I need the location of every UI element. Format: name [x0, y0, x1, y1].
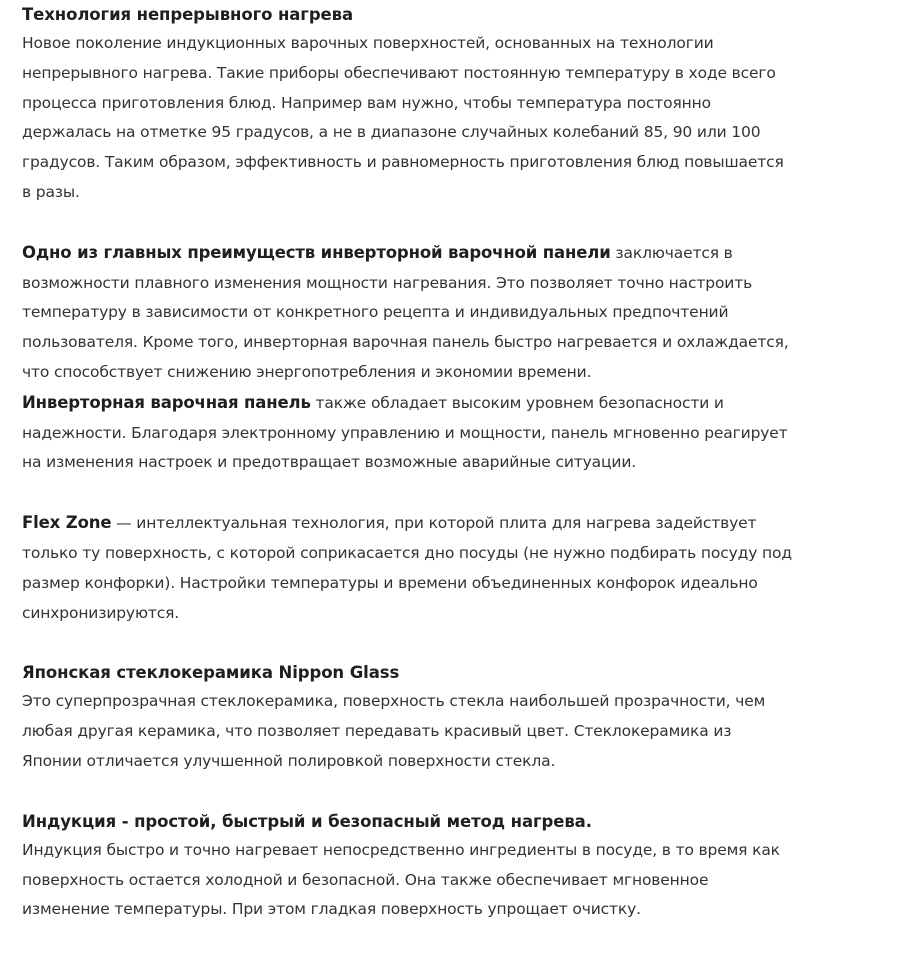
text-line: пользователя. Кроме того, инверторная варочная панель быстро нагревается и охлаждается, — [22, 333, 789, 352]
paragraph-nippon-glass — [22, 687, 913, 776]
text-line: на изменения настроек и предотвращает возможные аварийные ситуации. — [22, 453, 637, 472]
text-line: только ту поверхность, с которой соприкасается дно посуды (не нужно подбирать посуду под — [22, 543, 792, 562]
text-line: синхронизируются. — [22, 603, 180, 622]
bold-lead-inverter: Одно из главных преимуществ инверторной варочной панели — [22, 242, 611, 262]
text-line: температуру в зависимости от конкретного рецепта и индивидуальных предпочтений — [22, 303, 729, 322]
paragraph-inverter-advantages — [22, 238, 913, 478]
text-line: Японии отличается улучшенной полировкой поверхности стекла. — [22, 751, 556, 770]
lead-rest: также обладает высоким уровнем безопасности и — [310, 393, 724, 412]
section-continuous-heating — [22, 0, 913, 208]
text-line: размер конфорки). Настройки температуры и времени объединенных конфорок идеально — [22, 573, 758, 592]
text-line: в разы. — [22, 182, 80, 201]
text-line: поверхность остается холодной и безопасной. Она также обеспечивает мгновенное — [22, 870, 709, 889]
text-line: Индукция быстро и точно нагревает непосредственно ингредиенты в посуде, в то время как — [22, 840, 780, 859]
spacer — [22, 777, 913, 807]
paragraph-flex-zone — [22, 508, 913, 628]
text-line — [22, 238, 913, 269]
text-line — [22, 508, 913, 539]
text-line: надежности. Благодаря электронному управлению и мощности, панель мгновенно реагирует — [22, 423, 788, 442]
paragraph-induction — [22, 836, 913, 925]
text-line — [22, 388, 913, 419]
section-flex-zone — [22, 508, 913, 628]
text-line: любая другая керамика, что позволяет передавать красивый цвет. Стеклокерамика из — [22, 722, 732, 741]
section-inverter-panel — [22, 238, 913, 478]
section-nippon-glass — [22, 658, 913, 776]
spacer — [22, 478, 913, 508]
text-line: держалась на отметке 95 градусов, а не в диапазоне случайных колебаний 85, 90 или 100 — [22, 123, 761, 142]
text-line: Это суперпрозрачная стеклокерамика, поверхность стекла наибольшей прозрачности, чем — [22, 692, 766, 711]
heading-nippon-glass: Японская стеклокерамика Nippon Glass — [22, 663, 400, 683]
text-line: градусов. Таким образом, эффективность и равномерность приготовления блюд повышается — [22, 153, 784, 172]
bold-lead-inverter-safety: Инверторная варочная панель — [22, 392, 311, 412]
text-line: изменение температуры. При этом гладкая поверхность упрощает очистку. — [22, 900, 641, 919]
section-induction — [22, 807, 913, 925]
text-line: Новое поколение индукционных варочных поверхностей, основанных на технологии — [22, 34, 714, 52]
spacer — [22, 208, 913, 238]
text-line: процесса приготовления блюд. Например вам нужно, чтобы температура постоянно — [22, 93, 711, 112]
spacer — [22, 628, 913, 658]
lead-rest: — интеллектуальная технология, при которой плита для нагрева задействует — [111, 514, 757, 533]
paragraph-continuous-heating — [22, 29, 913, 208]
bold-lead-flex-zone: Flex Zone — [22, 513, 112, 533]
text-line: непрерывного нагрева. Такие приборы обеспечивают постоянную температуру в ходе всего — [22, 63, 776, 82]
lead-rest: заключается в — [610, 243, 733, 262]
text-line: возможности плавного изменения мощности нагревания. Это позволяет точно настроить — [22, 273, 753, 292]
heading-induction: Индукция - простой, быстрый и безопасный метод нагрева. — [22, 811, 592, 831]
text-line: что способствует снижению энергопотребления и экономии времени. — [22, 362, 592, 381]
heading-continuous-heating: Технология непрерывного нагрева — [22, 5, 354, 24]
